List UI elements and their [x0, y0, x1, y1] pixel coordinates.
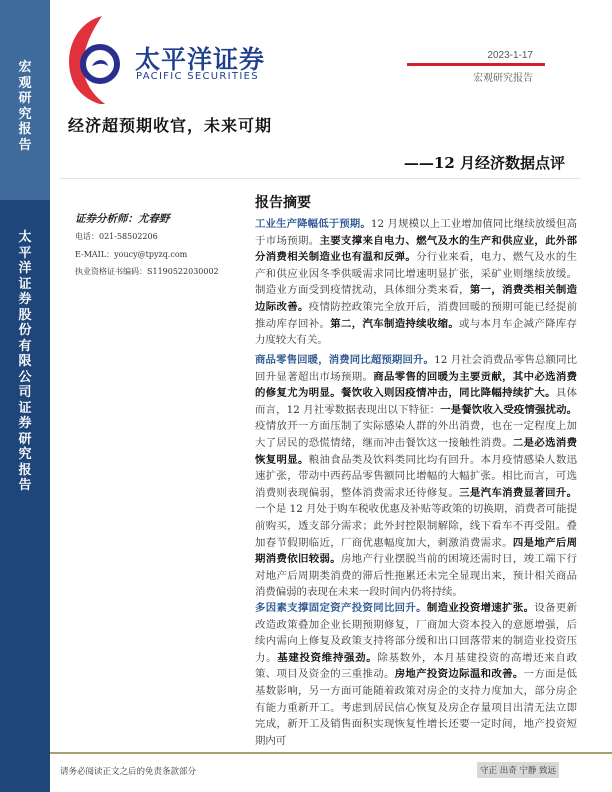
- report-subtitle: ——12 月经济数据点评: [403, 154, 565, 172]
- sidebar-company-name: [0, 230, 50, 494]
- pacific-securities-logo-icon: [62, 14, 122, 104]
- summary-paragraph-industry: [255, 216, 577, 349]
- sidebar-char: 太: [18, 230, 32, 245]
- bold-text: 二是必选消费恢复明显。: [255, 436, 578, 466]
- paragraph-heading: 商品零售回暖，消费同比超预期回升。: [255, 354, 435, 366]
- body-text: 12 月社会消费品零售总额同比回升显著超出市场预期。: [255, 354, 578, 383]
- body-text: 具体而言，12 月社零数据表现出以下特征：: [255, 387, 578, 416]
- sidebar-char: 研: [18, 431, 32, 447]
- bold-text: 制造业投资增速扩张。: [426, 602, 535, 614]
- sidebar-char: 证: [18, 400, 32, 416]
- body-text: 疫情防控政策完全放开后，消费回暖的预期可能已经提前推动库存回补。: [255, 300, 578, 330]
- sidebar-char: 股: [18, 307, 32, 323]
- body-text: 除基数外，本月基建投资的高增还来自政策、项目及资金的三重推动。: [255, 651, 578, 681]
- report-date: 2023-1-17: [487, 50, 533, 61]
- sidebar-char: 限: [18, 354, 32, 369]
- report-type: 宏观研究报告: [473, 73, 533, 84]
- sidebar-char: 告: [18, 137, 32, 153]
- sidebar-char: 司: [18, 385, 32, 400]
- bold-text: 主要支撑来自电力、燃气及水的生产和供应业，此外部分消费相关制造业也有温和反弹。: [255, 234, 578, 264]
- bold-text: 房地产投资边际温和改善。: [394, 668, 524, 681]
- bold-text: 商品零售的回暖为主要贡献，其中必选消费的修复尤为明显。餐饮收入则因疫情冲击，同比降幅持续扩大。: [255, 370, 578, 400]
- brand-name-cn: 太平洋证券: [135, 45, 266, 74]
- sidebar-char: 究: [18, 447, 32, 462]
- sidebar-char: 研: [18, 91, 32, 106]
- body-text: 分行业来看，电力、燃气及水的生产和供应业因冬季供暖需求同比增速明显扩张，采矿业则继续放缓。制造业方面受到疫情扰动，具体细分类来看，: [255, 251, 578, 297]
- sidebar-char: 有: [18, 338, 32, 354]
- analyst-name: 证券分析师：尤春野: [75, 213, 170, 225]
- sidebar-char: 平: [18, 245, 32, 261]
- footer-motto: 守正 出奇 宁静 致远: [477, 762, 559, 778]
- sidebar-char: 报: [18, 462, 32, 478]
- bold-text: 三是汽车消费显著回升。: [459, 486, 577, 499]
- body-text: 疫情放开一方面压制了实际感染人群的外出消费，也在一定程度上加大了居民的恐慌情绪，继而冲击餐饮这一接触性消费。: [255, 420, 577, 449]
- sidebar-report-type: [0, 60, 50, 153]
- bold-text: 四是地产后周期消费依旧较弱。: [255, 536, 578, 566]
- bold-text: 基建投资维持强劲。: [277, 651, 378, 664]
- sidebar-char: 公: [18, 369, 32, 385]
- body-text: 或与本月车企减产降库存力度较大有关。: [255, 317, 578, 347]
- sidebar-char: 观: [18, 75, 32, 91]
- sidebar-char: 洋: [18, 261, 32, 276]
- analyst-email: E-MAIL：youcy@tpyzq.com: [75, 250, 188, 259]
- analyst-license: 执业资格证书编码：S1190522030002: [75, 267, 219, 276]
- analyst-phone: 电话：021-58502206: [75, 232, 158, 241]
- brand-name-en: PACIFIC SECURITIES: [136, 71, 259, 82]
- sidebar-char: 告: [18, 478, 32, 493]
- header-accent-line: [407, 63, 545, 66]
- body-text: 粮油食品类及饮料类同比均有回升。本月疫情感染人数迅速扩张，带动中西药品零售额同比增幅的大幅扩张。相比而言，可选消费则表现偏弱，整体消费需求还待修复。: [255, 453, 578, 499]
- body-text: 房地产行业摆脱当前的困境还需时日，竣工端下行对地产后周期类消费的滞后性拖累还未完全显现出来，预计相关商品消费偏弱的表现在未来一段时间内仍将持续。: [255, 553, 578, 599]
- sidebar-char: 报: [18, 122, 32, 137]
- sidebar-char: 宏: [18, 60, 32, 75]
- sidebar-char: 份: [18, 323, 32, 338]
- footer-divider: [50, 752, 612, 754]
- sidebar-char: 券: [18, 416, 32, 431]
- bold-text: 第一，消费类相关制造边际改善。: [255, 284, 578, 313]
- body-text: 12 月规模以上工业增加值同比继续放缓但高于市场预期。: [255, 218, 577, 247]
- body-text: 设备更新改造政策叠加企业长期预期修复，厂商加大资本投入的意愿增强，后续内需向上修复及政策支持将部分缓和出口回落带来的制造业投资压力。: [255, 602, 578, 664]
- body-text: 一方面是低基数影响，另一方面可能随着政策对房企的支持力度加大，部分房企有能力重新开工。考虑到居民信心恢复及房企存量项目出清无法立即完成，新开工及销售面积实现恢复性增长还要一定时间，地产投资短期内可: [255, 668, 578, 747]
- summary-heading: 报告摘要: [255, 195, 311, 211]
- bold-text: 第二，汽车制造持续收缩。: [330, 317, 460, 330]
- header-divider: [60, 178, 580, 179]
- paragraph-heading: 多因素支撑固定资产投资同比回升。: [255, 602, 427, 614]
- sidebar-char: 证: [18, 276, 32, 292]
- bold-text: 一是餐饮收入受疫情强扰动。: [440, 403, 577, 416]
- footer-disclaimer: 请务必阅读正文之后的免责条款部分: [60, 767, 197, 777]
- body-text: 一个是 12 月处于购车税收优惠及补贴等政策的切换期，消费者可能提前购买，透支部分需求；此外封控限制解除，线下看车不再受阻。叠加春节假期临近，厂商优惠幅度加大，刺激消费需求。: [255, 503, 577, 549]
- sidebar-char: 券: [18, 292, 32, 307]
- report-title: 经济超预期收官，未来可期: [68, 116, 273, 135]
- summary-paragraph-investment: [255, 600, 577, 749]
- paragraph-heading: 工业生产降幅低于预期。: [255, 218, 371, 230]
- sidebar-char: 究: [18, 106, 32, 122]
- summary-paragraph-consumption: [255, 352, 577, 601]
